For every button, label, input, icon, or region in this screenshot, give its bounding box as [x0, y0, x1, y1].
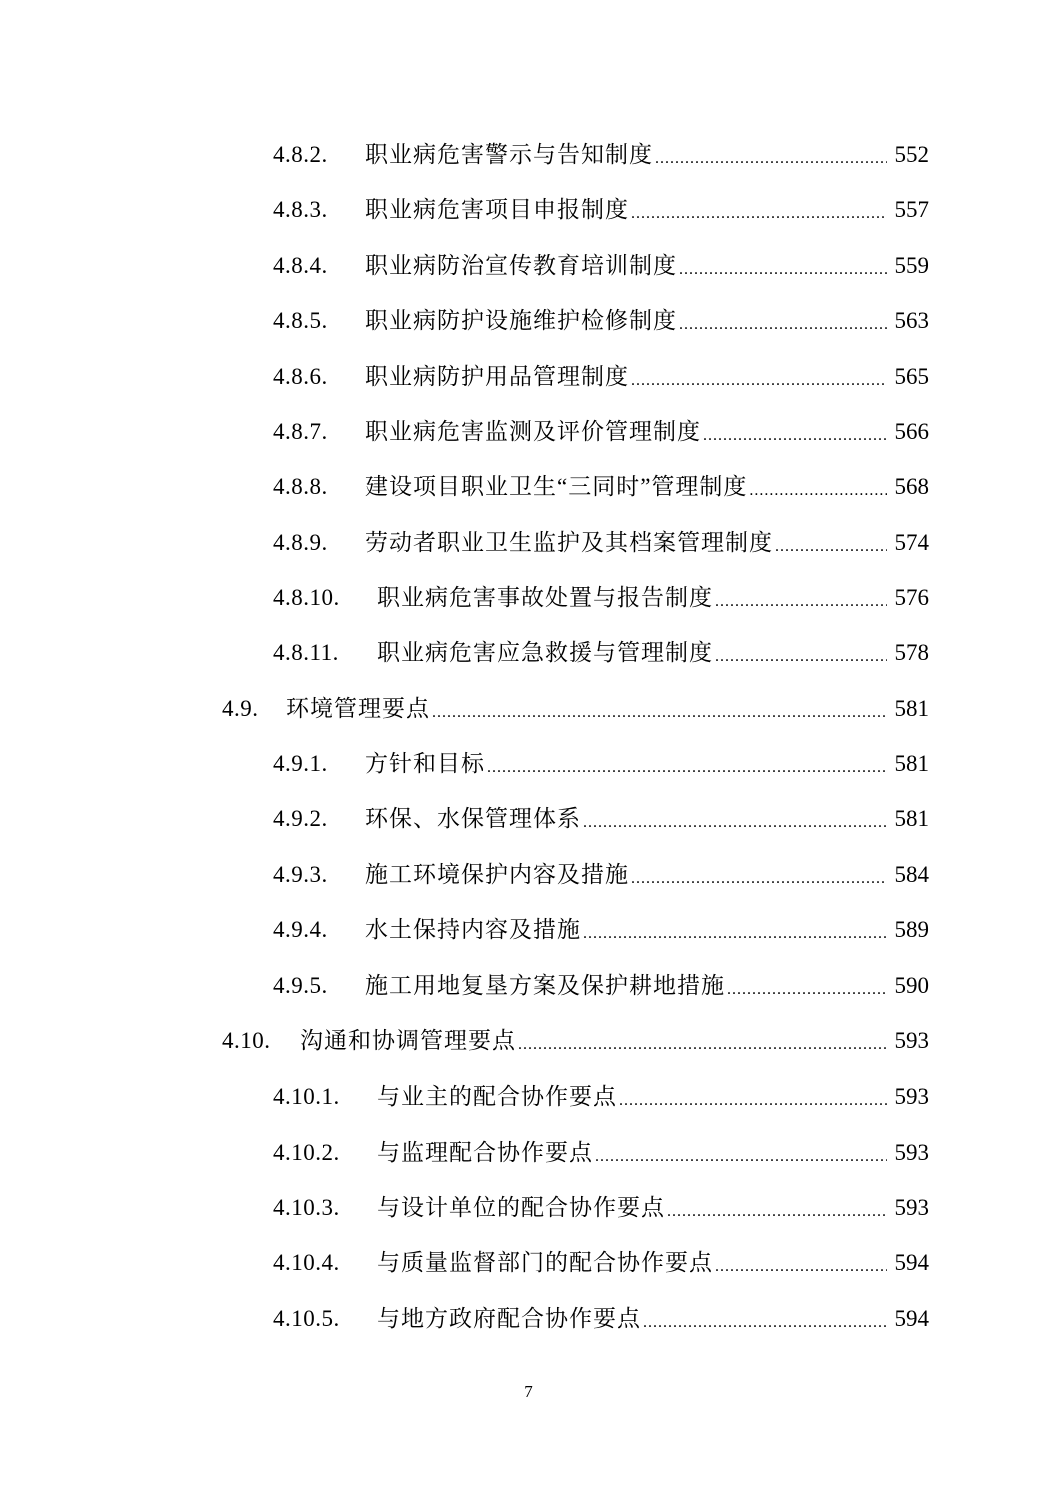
toc-entry-title: 环保、水保管理体系 — [365, 806, 581, 831]
toc-entry-page: 574 — [894, 530, 929, 555]
toc-entry-number: 4.9.4. — [273, 917, 328, 942]
toc-entry-page: 593 — [894, 1140, 929, 1165]
toc-entry-page: 581 — [894, 751, 929, 776]
toc-entry-4-9-1[interactable] — [273, 744, 929, 784]
toc-entry-number: 4.8.9. — [273, 530, 328, 555]
toc-entry-4-8-3[interactable] — [273, 190, 929, 230]
toc-dot-leader — [727, 970, 887, 1006]
toc-entry-number: 4.10.2. — [273, 1140, 340, 1165]
toc-entry-4-8-7[interactable] — [273, 412, 929, 452]
toc-dot-leader — [715, 582, 887, 618]
toc-dot-leader — [631, 361, 887, 397]
toc-entry-title: 职业病危害事故处置与报告制度 — [377, 585, 713, 610]
toc-dot-leader — [487, 748, 887, 784]
toc-entry-page: 594 — [894, 1306, 929, 1331]
toc-entry-page: 593 — [894, 1195, 929, 1220]
toc-entry-number: 4.10.1. — [273, 1084, 340, 1109]
toc-entry-title: 劳动者职业卫生监护及其档案管理制度 — [365, 530, 773, 555]
toc-entry-title: 与业主的配合协作要点 — [377, 1084, 617, 1109]
toc-entry-page: 584 — [894, 862, 929, 887]
toc-entry-title: 职业病防护用品管理制度 — [365, 364, 629, 389]
toc-entry-4-8-4[interactable] — [273, 246, 929, 286]
toc-entry-number: 4.8.2. — [273, 142, 328, 167]
toc-entry-4-8-8[interactable] — [273, 467, 929, 507]
toc-entry-number: 4.10.3. — [273, 1195, 340, 1220]
toc-entry-number: 4.10. — [222, 1028, 271, 1053]
toc-entry-number: 4.9.2. — [273, 806, 328, 831]
toc-entry-title: 施工用地复垦方案及保护耕地措施 — [365, 973, 725, 998]
toc-entry-page: 568 — [894, 474, 929, 499]
toc-entry-title: 环境管理要点 — [286, 696, 430, 721]
toc-dot-leader — [631, 194, 887, 230]
toc-entry-number: 4.9.5. — [273, 973, 328, 998]
toc-entry-title: 职业病防护设施维护检修制度 — [365, 308, 677, 333]
toc-entry-page: 581 — [894, 806, 929, 831]
toc-entry-title: 与监理配合协作要点 — [377, 1140, 593, 1165]
toc-dot-leader — [667, 1192, 887, 1228]
toc-entry-page: 581 — [894, 696, 929, 721]
toc-dot-leader — [715, 1247, 887, 1283]
toc-entry-4-9-4[interactable] — [273, 910, 929, 950]
toc-entry-number: 4.8.8. — [273, 474, 328, 499]
toc-entry-number: 4.8.11. — [273, 640, 339, 665]
toc-entry-number: 4.8.5. — [273, 308, 328, 333]
toc-dot-leader — [595, 1137, 887, 1173]
toc-entry-title: 施工环境保护内容及措施 — [365, 862, 629, 887]
toc-entry-title: 建设项目职业卫生“三同时”管理制度 — [365, 474, 748, 499]
toc-entry-page: 593 — [894, 1028, 929, 1053]
toc-entry-title: 水土保持内容及措施 — [365, 917, 581, 942]
toc-entry-page: 589 — [894, 917, 929, 942]
toc-entry-page: 552 — [894, 142, 929, 167]
toc-entry-number: 4.8.6. — [273, 364, 328, 389]
toc-entry-title: 与地方政府配合协作要点 — [377, 1306, 641, 1331]
toc-dot-leader — [518, 1025, 887, 1061]
toc-entry-number: 4.9. — [222, 696, 259, 721]
toc-dot-leader — [432, 693, 887, 729]
toc-dot-leader — [643, 1303, 887, 1339]
toc-entry-number: 4.8.4. — [273, 253, 328, 278]
toc-entry-page: 563 — [894, 308, 929, 333]
toc-entry-page: 593 — [894, 1084, 929, 1109]
toc-dot-leader — [749, 471, 887, 507]
toc-entry-title: 沟通和协调管理要点 — [300, 1028, 516, 1053]
toc-entry-4-10-4[interactable] — [273, 1243, 929, 1283]
toc-entry-4-10-5[interactable] — [273, 1299, 929, 1339]
toc-entry-4-8-9[interactable] — [273, 523, 929, 563]
toc-entry-title: 职业病危害监测及评价管理制度 — [365, 419, 701, 444]
toc-entry-title: 职业病危害应急救援与管理制度 — [377, 640, 713, 665]
toc-entry-number: 4.10.5. — [273, 1306, 340, 1331]
toc-entry-4-10-3[interactable] — [273, 1188, 929, 1228]
toc-entry-page: 576 — [894, 585, 929, 610]
toc-dot-leader — [715, 637, 887, 673]
toc-dot-leader — [655, 139, 887, 175]
toc-entry-4-10-1[interactable] — [273, 1077, 929, 1117]
toc-entry-page: 594 — [894, 1250, 929, 1275]
toc-entry-4-9-2[interactable] — [273, 799, 929, 839]
page-number: 7 — [524, 1382, 533, 1401]
toc-entry-page: 559 — [894, 253, 929, 278]
toc-entry-title: 与设计单位的配合协作要点 — [377, 1195, 665, 1220]
toc-dot-leader — [631, 859, 887, 895]
toc-entry-number: 4.8.7. — [273, 419, 328, 444]
toc-entry-number: 4.9.1. — [273, 751, 328, 776]
toc-entry-4-8-11[interactable] — [273, 633, 929, 673]
toc-entry-page: 566 — [894, 419, 929, 444]
toc-entry-4-10[interactable] — [222, 1021, 929, 1061]
toc-entry-title: 职业病危害警示与告知制度 — [365, 142, 653, 167]
toc-entry-4-8-6[interactable] — [273, 357, 929, 397]
toc-dot-leader — [775, 527, 887, 563]
toc-dot-leader — [679, 305, 887, 341]
toc-entry-number: 4.8.10. — [273, 585, 340, 610]
toc-entry-number: 4.9.3. — [273, 862, 328, 887]
toc-entry-4-9-3[interactable] — [273, 855, 929, 895]
toc-dot-leader — [703, 416, 887, 452]
toc-dot-leader — [619, 1081, 887, 1117]
toc-entry-4-8-2[interactable] — [273, 135, 929, 175]
toc-entry-title: 职业病危害项目申报制度 — [365, 197, 629, 222]
toc-entry-4-9-5[interactable] — [273, 966, 929, 1006]
toc-entry-title: 方针和目标 — [365, 751, 485, 776]
toc-entry-title: 职业病防治宣传教育培训制度 — [365, 253, 677, 278]
toc-entry-4-9[interactable] — [222, 689, 929, 729]
toc-entry-page: 578 — [894, 640, 929, 665]
toc-entry-number: 4.8.3. — [273, 197, 328, 222]
toc-entry-4-10-2[interactable] — [273, 1133, 929, 1173]
toc-entry-title: 与质量监督部门的配合协作要点 — [377, 1250, 713, 1275]
toc-entry-page: 590 — [894, 973, 929, 998]
toc-entry-number: 4.10.4. — [273, 1250, 340, 1275]
toc-entry-page: 565 — [894, 364, 929, 389]
toc-entry-4-8-5[interactable] — [273, 301, 929, 341]
toc-dot-leader — [583, 914, 887, 950]
toc-dot-leader — [679, 250, 887, 286]
toc-entry-4-8-10[interactable] — [273, 578, 929, 618]
toc-entry-page: 557 — [894, 197, 929, 222]
toc-dot-leader — [583, 803, 887, 839]
